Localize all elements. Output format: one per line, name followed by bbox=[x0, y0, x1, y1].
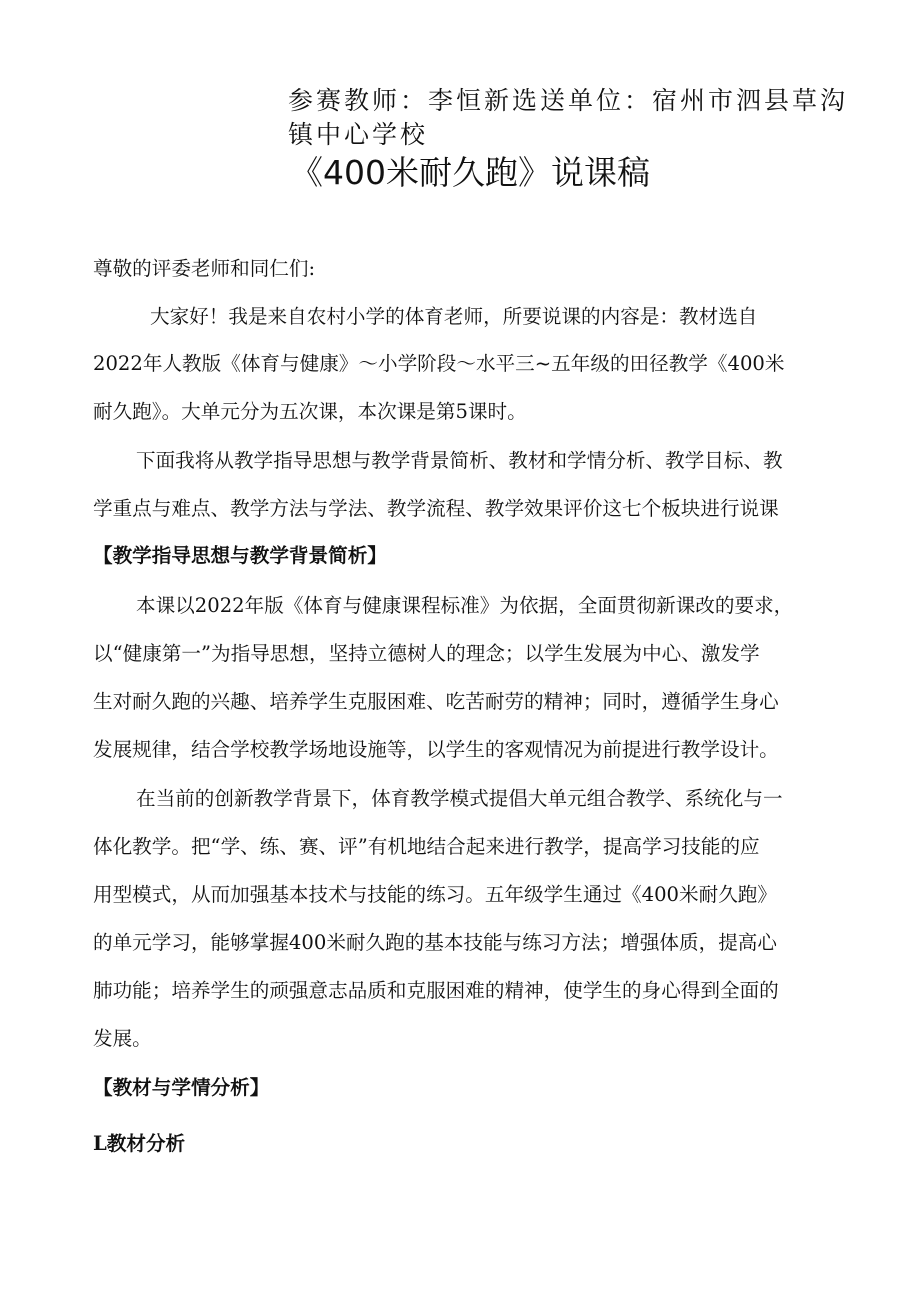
overview-line: 下面我将从教学指导思想与教学背景简析、教材和学情分析、教学目标、教 bbox=[136, 449, 783, 472]
document-title: 《400米耐久跑》说课稿 bbox=[290, 153, 650, 192]
greeting: 尊敬的评委老师和同仁们: bbox=[93, 257, 316, 280]
overview-line: 学重点与难点、教学方法与学法、教学流程、教学效果评价这七个板块进行说课 bbox=[93, 497, 779, 520]
paragraph-line: 以“健康第一”为指导思想，坚持立德树人的理念；以学生发展为中心、激发学 bbox=[93, 642, 760, 665]
paragraph-line: 用型模式，从而加强基本技术与技能的练习。五年级学生通过《400米耐久跑》 bbox=[93, 883, 777, 906]
intro-line: 大家好！我是来自农村小学的体育老师，所要说课的内容是：教材选自 bbox=[150, 305, 758, 328]
paragraph-line: 本课以2022年版《体育与健康课程标准》为依据，全面贯彻新课改的要求， bbox=[136, 594, 794, 617]
paragraph-line: 在当前的创新教学背景下，体育教学模式提倡大单元组合教学、系统化与一 bbox=[136, 787, 783, 810]
paragraph-line: 体化教学。把“学、练、赛、评”有机地结合起来进行教学，提高学习技能的应 bbox=[93, 835, 760, 858]
intro-line: 耐久跑》。大单元分为五次课，本次课是第5课时。 bbox=[93, 400, 527, 423]
paragraph-line: 生对耐久跑的兴趣、培养学生克服困难、吃苦耐劳的精神；同时，遵循学生身心 bbox=[93, 690, 779, 713]
author-info-line-1: 参赛教师：李恒新选送单位：宿州市泗县草沟 bbox=[288, 86, 849, 115]
paragraph-line: 发展。 bbox=[93, 1027, 152, 1050]
paragraph-line: 的单元学习，能够掌握400米耐久跑的基本技能与练习方法；增强体质，提高心 bbox=[93, 931, 777, 954]
section-heading-materials-analysis: 【教材与学情分析】 bbox=[93, 1076, 270, 1099]
intro-line: 2022年人教版《体育与健康》～小学阶段～水平三~五年级的田径教学《400米 bbox=[93, 352, 785, 375]
section-heading-guiding-ideology: 【教学指导思想与教学背景简析】 bbox=[93, 544, 387, 567]
author-info-line-2: 镇中心学校 bbox=[288, 120, 429, 149]
sub-heading-materials: L教材分析 bbox=[93, 1132, 186, 1155]
paragraph-line: 发展规律，结合学校教学场地设施等，以学生的客观情况为前提进行教学设计。 bbox=[93, 738, 779, 761]
paragraph-line: 肺功能；培养学生的顽强意志品质和克服困难的精神，使学生的身心得到全面的 bbox=[93, 979, 779, 1002]
